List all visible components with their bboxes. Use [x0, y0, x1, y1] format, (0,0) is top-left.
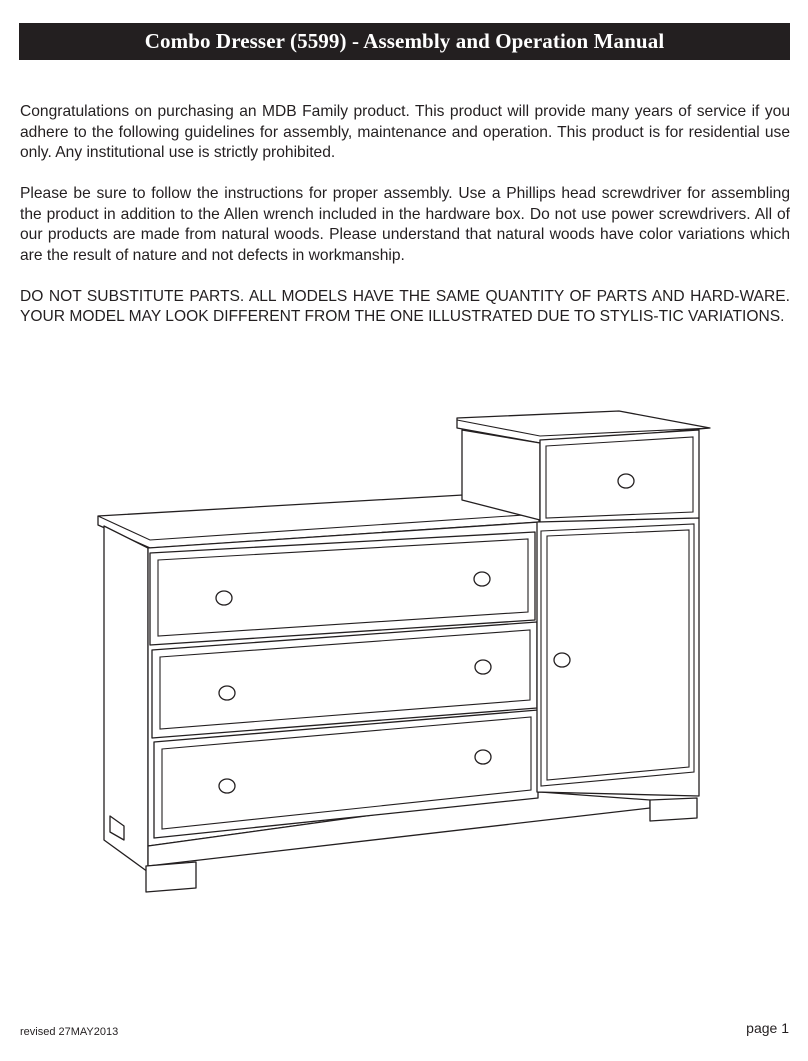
- intro-paragraph-2: Please be sure to follow the instructions for proper assembly. Use a Phillips head screwdriver for assembling the product in addition to the Allen wrench included in the hardware box. Do not use power screwdrivers. All of our products are made from natural woods. Please understand that natural woods have color variations which are the result of nature and not defects in workmanship.: [20, 185, 790, 264]
- drawer-3-knob-right: [475, 750, 491, 764]
- page-number: page 1: [746, 1020, 789, 1036]
- intro-paragraph-1: Congratulations on purchasing an MDB Family product. This product will provide many years of service if you adhere to the following guidelines for assembly, maintenance and operation. This product is for residential use only. Any institutional use is strictly prohibited.: [20, 103, 790, 161]
- drawer-1-knob-left: [216, 591, 232, 605]
- right-foot: [650, 798, 697, 821]
- cabinet-door-knob: [554, 653, 570, 667]
- intro-paragraph-3: DO NOT SUBSTITUTE PARTS. ALL MODELS HAVE THE SAME QUANTITY OF PARTS AND HARD-WARE. YOUR MODEL MAY LOOK DIFFERENT FROM THE ONE ILLUSTRATED DUE TO STYLIS-TIC VARIATIONS.: [20, 287, 790, 325]
- intro-text: [20, 102, 790, 348]
- drawer-2-knob-right: [475, 660, 491, 674]
- manual-title-bar: [19, 23, 790, 60]
- dresser-illustration: [0, 400, 808, 900]
- hutch-drawer-knob: [618, 474, 634, 488]
- revision-note: revised 27MAY2013: [20, 1026, 119, 1038]
- drawer-1-knob-right: [474, 572, 490, 586]
- drawer-3-knob-left: [219, 779, 235, 793]
- manual-title: Combo Dresser (5599) - Assembly and Operation Manual: [144, 29, 665, 53]
- front-left-foot: [146, 862, 196, 892]
- drawer-2-knob-left: [219, 686, 235, 700]
